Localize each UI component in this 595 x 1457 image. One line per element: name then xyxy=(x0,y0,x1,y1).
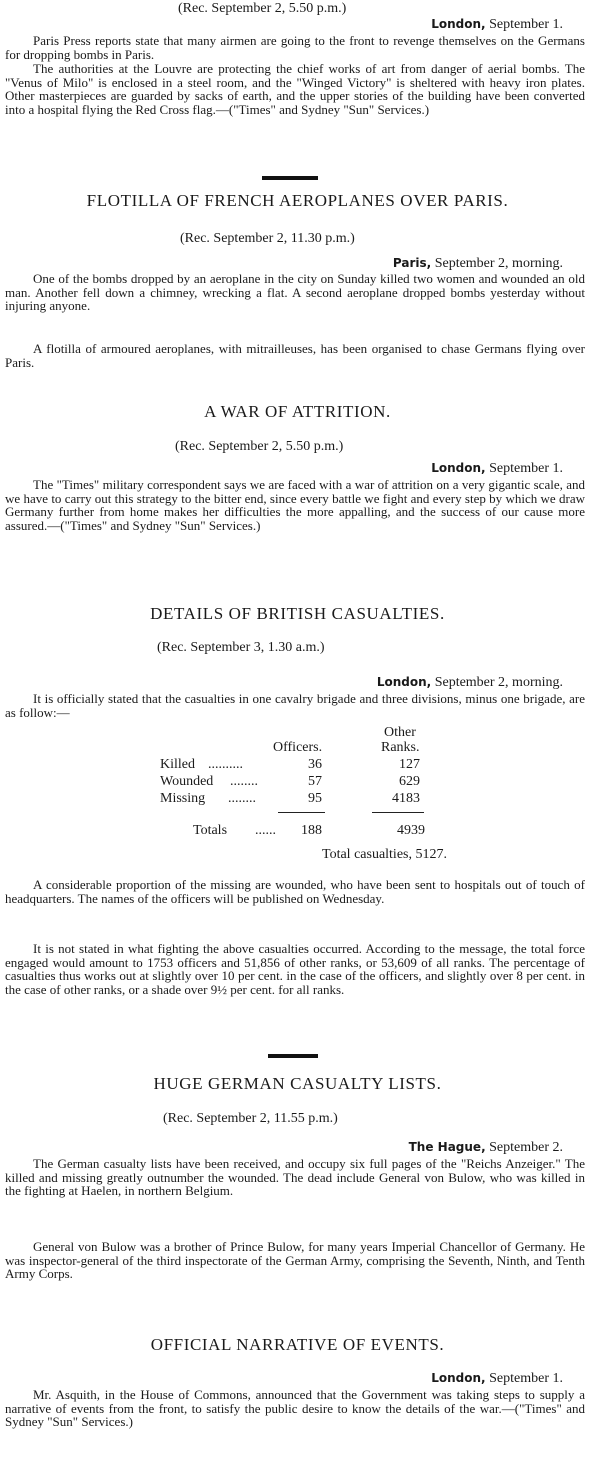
article-paragraph: The "Times" military correspondent says we are faced with a war of attrition on a very gigantic scale, and we have to carry out this strategy to the bitter end, since every battle we fight and every step by which we draw Germany further from home makes her difficulties the more appalling, and the success of our cause more assured.—("Times" and Sydney "Sun" Services.) xyxy=(5,477,585,533)
dateline-place: London, xyxy=(431,1371,486,1385)
article-paragraph: General von Bulow was a brother of Prince Bulow, for many years Imperial Chancellor of Germany. He was inspector-general of the third inspectorate of the German Army, comprising the Seventh, Ninth, and Tenth Army Corps. xyxy=(5,1239,585,1282)
dateline xyxy=(431,462,563,476)
article-paragraph: The authorities at the Louvre are protecting the chief works of art from danger of aerial bombs. The "Venus of Milo" is enclosed in a steel room, and the "Winged Victory" is sheltered with heavy iron plates. Other masterpieces are guarded by sacks of earth, and the upper stories of the building have been converted into a hospital flying the Red Cross flag.—("Times" and Sydney "Sun" Services.) xyxy=(5,61,585,117)
received-line: (Rec. September 2, 11.55 p.m.) xyxy=(163,1111,338,1126)
table-cell-other-ranks: 629 xyxy=(399,774,420,789)
section-rule xyxy=(268,1054,318,1058)
table-row-label: Killed xyxy=(160,757,195,772)
dateline-date: September 1. xyxy=(489,17,563,32)
table-row-label: Missing xyxy=(160,791,206,806)
dateline-place: London, xyxy=(431,461,486,475)
table-row-leader: ........ xyxy=(228,791,256,806)
dateline-place: The Hague, xyxy=(408,1140,486,1154)
table-cell-officers: 36 xyxy=(308,757,322,772)
dateline xyxy=(431,18,563,32)
article-paragraph: Mr. Asquith, in the House of Commons, announced that the Government was taking steps to supply a narrative of events from the front, to satisfy the public desire to know the details of the war.—("Times" and Sydney "Sun" Services.) xyxy=(5,1387,585,1430)
dateline-date: September 2, morning. xyxy=(434,256,563,271)
section-rule xyxy=(262,176,318,180)
dateline-date: September 1. xyxy=(489,461,563,476)
section-heading: DETAILS OF BRITISH CASUALTIES. xyxy=(150,604,445,623)
dateline-place: London, xyxy=(376,675,432,689)
table-row-leader: .......... xyxy=(208,757,243,772)
table-cell-other-ranks: 4183 xyxy=(392,791,420,806)
section-heading: HUGE GERMAN CASUALTY LISTS. xyxy=(153,1074,442,1093)
table-row-leader: ........ xyxy=(230,774,258,789)
total-casualties: Total casualties, 5127. xyxy=(322,847,447,862)
dateline xyxy=(377,676,563,690)
dateline-place: London, xyxy=(431,17,486,31)
article-paragraph: The German casualty lists have been received, and occupy six full pages of the "Reichs Anzeiger." The killed and missing greatly outnumber the wounded. The dead include General von Bulow, who was killed in the fighting at Haelen, in northern Belgium. xyxy=(5,1156,585,1199)
received-line: (Rec. September 2, 11.30 p.m.) xyxy=(180,231,355,246)
received-line: (Rec. September 2, 5.50 p.m.) xyxy=(178,1,347,16)
table-cell-officers: 57 xyxy=(308,774,322,789)
section-heading: FLOTILLA OF FRENCH AEROPLANES OVER PARIS. xyxy=(86,191,509,210)
totals-leader: ...... xyxy=(255,823,276,838)
totals-other-ranks: 4939 xyxy=(397,823,425,838)
table-cell-other-ranks: 127 xyxy=(399,757,420,772)
received-line: (Rec. September 3, 1.30 a.m.) xyxy=(157,640,325,655)
totals-officers: 188 xyxy=(301,823,322,838)
dateline-date: September 2. xyxy=(489,1140,563,1155)
table-cell-officers: 95 xyxy=(308,791,322,806)
article-paragraph: A considerable proportion of the missing are wounded, who have been sent to hospitals out of touch of headquarters. The names of the officers will be published on Wednesday. xyxy=(5,877,585,906)
dateline-date: September 1. xyxy=(489,1371,563,1386)
section-heading: A WAR OF ATTRITION. xyxy=(204,402,391,421)
column-header-officers: Officers. xyxy=(273,740,323,755)
table-row-label: Wounded xyxy=(160,774,214,789)
totals-label: Totals xyxy=(193,823,228,838)
article-paragraph: A flotilla of armoured aeroplanes, with mitrailleuses, has been organised to chase Germans flying over Paris. xyxy=(5,341,585,370)
sum-rule xyxy=(372,812,424,813)
article-paragraph: Paris Press reports state that many airmen are going to the front to revenge themselves on the Germans for dropping bombs in Paris. xyxy=(5,33,585,62)
column-header-other-ranks: Ranks. xyxy=(381,740,420,755)
dateline xyxy=(393,257,563,271)
dateline-date: September 2, morning. xyxy=(434,675,563,690)
dateline xyxy=(431,1372,563,1386)
column-header-other: Other xyxy=(384,725,416,740)
article-paragraph: One of the bombs dropped by an aeroplane in the city on Sunday killed two women and wounded an old man. Another fell down a chimney, wrecking a flat. A second aeroplane dropped bombs yesterday without injuring anyone. xyxy=(5,271,585,314)
article-paragraph: It is officially stated that the casualties in one cavalry brigade and three divisions, minus one brigade, are as follow:— xyxy=(5,691,585,720)
section-heading: OFFICIAL NARRATIVE OF EVENTS. xyxy=(150,1335,445,1354)
article-paragraph: It is not stated in what fighting the above casualties occurred. According to the message, the total force engaged would amount to 1753 officers and 51,856 of other ranks, or 53,609 of all ranks. The percentage of casualties thus works out at slightly over 10 per cent. in the case of the officers, and slightly over 8 per cent. in the case of other ranks, or a shade over 9½ per cent. for all ranks. xyxy=(5,941,585,997)
sum-rule xyxy=(278,812,325,813)
dateline-place: Paris, xyxy=(392,256,432,270)
dateline xyxy=(409,1141,563,1155)
received-line: (Rec. September 2, 5.50 p.m.) xyxy=(175,439,344,454)
